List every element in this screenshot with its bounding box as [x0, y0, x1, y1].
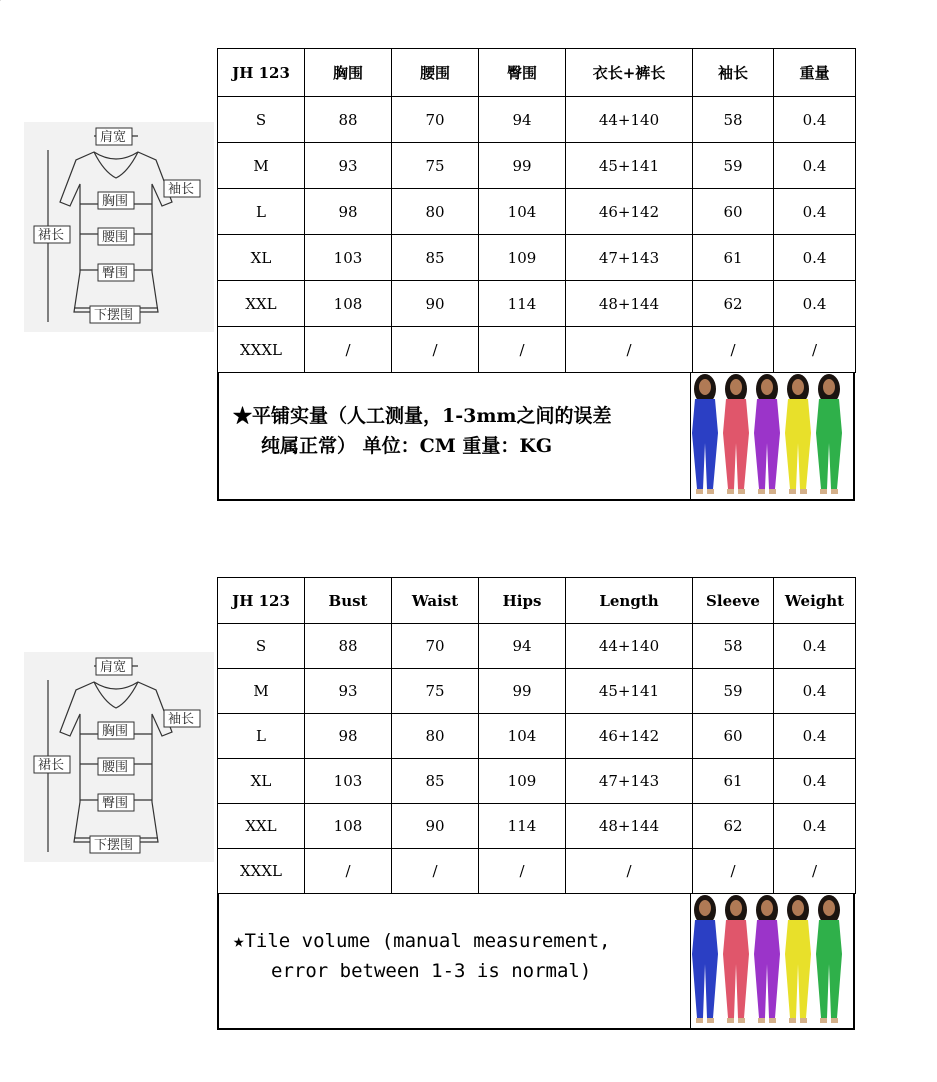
dress-diagram: [24, 652, 214, 862]
table-cell: 90: [392, 804, 479, 849]
table-cell: 46+142: [566, 189, 693, 235]
table-cell: 0.4: [774, 235, 856, 281]
model-jumpsuit: [723, 399, 749, 489]
size-chart-chinese: [217, 48, 855, 501]
label-chest: 胸围: [102, 194, 129, 209]
header-cell: Hips: [479, 578, 566, 624]
header-cell: JH 123: [218, 49, 305, 97]
model-shoe: [738, 489, 745, 494]
size-cell: XXL: [218, 804, 305, 849]
table-cell: 85: [392, 235, 479, 281]
model-face: [699, 900, 711, 916]
table-cell: /: [305, 327, 392, 373]
model-shoe: [769, 1018, 776, 1023]
table-row: [218, 714, 856, 759]
table-cell: 0.4: [774, 714, 856, 759]
table-cell: 109: [479, 759, 566, 804]
table-cell: 61: [693, 235, 774, 281]
size-cell: XL: [218, 759, 305, 804]
table-cell: 0.4: [774, 669, 856, 714]
model-shoe: [707, 1018, 714, 1023]
table-cell: /: [479, 327, 566, 373]
note-line-1: ★Tile volume (manual measurement,: [233, 930, 611, 952]
page-edge-top: [0, 0, 1, 1]
header-cell: Bust: [305, 578, 392, 624]
header-cell: 胸围: [305, 49, 392, 97]
table-cell: 58: [693, 97, 774, 143]
table-cell: 48+144: [566, 281, 693, 327]
header-cell: 腰围: [392, 49, 479, 97]
header-cell: Waist: [392, 578, 479, 624]
table-cell: /: [693, 327, 774, 373]
label-hip: 臀围: [102, 266, 129, 281]
table-row: [218, 669, 856, 714]
model-jumpsuit: [723, 920, 749, 1018]
model-face: [823, 900, 835, 916]
table-cell: 99: [479, 143, 566, 189]
model-shoe: [696, 1018, 703, 1023]
table-row: [218, 143, 856, 189]
size-cell: L: [218, 189, 305, 235]
header-cell: 重量: [774, 49, 856, 97]
model-shoe: [820, 1018, 827, 1023]
size-chart-english: [217, 577, 855, 1030]
table-cell: 46+142: [566, 714, 693, 759]
model-jumpsuit: [692, 920, 718, 1018]
model-figure: [723, 895, 749, 1023]
table-cell: 88: [305, 97, 392, 143]
model-jumpsuit: [816, 920, 842, 1018]
table-cell: 47+143: [566, 235, 693, 281]
table-cell: 103: [305, 759, 392, 804]
model-shoe: [789, 489, 796, 494]
table-header-row: [218, 578, 856, 624]
model-face: [792, 900, 804, 916]
header-cell: Length: [566, 578, 693, 624]
table-cell: 0.4: [774, 143, 856, 189]
dress-diagram: [24, 122, 214, 332]
table-cell: 114: [479, 281, 566, 327]
table-cell: /: [566, 327, 693, 373]
model-face: [792, 379, 804, 395]
table-cell: 0.4: [774, 624, 856, 669]
table-row: [218, 281, 856, 327]
size-cell: S: [218, 97, 305, 143]
table-cell: /: [774, 849, 856, 894]
model-shoe: [789, 1018, 796, 1023]
table-cell: 59: [693, 143, 774, 189]
label-shoulder: 肩宽: [100, 130, 127, 145]
model-face: [699, 379, 711, 395]
dress-measurement-illustration: [24, 122, 214, 332]
label-waist: 腰围: [102, 760, 129, 775]
model-figure: [692, 895, 718, 1023]
model-figure: [785, 895, 811, 1023]
table-cell: /: [392, 327, 479, 373]
table-cell: 98: [305, 714, 392, 759]
size-cell: M: [218, 143, 305, 189]
model-shoe: [696, 489, 703, 494]
size-cell: XXXL: [218, 849, 305, 894]
table-cell: 108: [305, 804, 392, 849]
model-figure: [723, 374, 749, 494]
table-cell: 85: [392, 759, 479, 804]
label-length: 裙长: [38, 758, 65, 773]
size-cell: XXXL: [218, 327, 305, 373]
model-face: [761, 900, 773, 916]
model-shoe: [769, 489, 776, 494]
table-cell: 70: [392, 97, 479, 143]
table-cell: 80: [392, 714, 479, 759]
note-line-2: error between 1-3 is normal): [271, 960, 592, 982]
size-cell: L: [218, 714, 305, 759]
table-cell: 62: [693, 281, 774, 327]
table-row: [218, 235, 856, 281]
table-cell: 75: [392, 143, 479, 189]
size-cell: M: [218, 669, 305, 714]
model-shoe: [758, 1018, 765, 1023]
table-cell: 98: [305, 189, 392, 235]
table-cell: 61: [693, 759, 774, 804]
model-figure: [754, 374, 780, 494]
model-face: [730, 379, 742, 395]
table-cell: 80: [392, 189, 479, 235]
table-cell: 0.4: [774, 759, 856, 804]
model-figure: [754, 895, 780, 1023]
size-table: [217, 48, 856, 373]
table-header-row: [218, 49, 856, 97]
header-cell: 袖长: [693, 49, 774, 97]
label-chest: 胸围: [102, 724, 129, 739]
table-row: [218, 97, 856, 143]
models-illustration: [691, 894, 853, 1028]
table-row: [218, 327, 856, 373]
table-cell: 108: [305, 281, 392, 327]
model-shoe: [738, 1018, 745, 1023]
table-cell: 70: [392, 624, 479, 669]
table-cell: /: [305, 849, 392, 894]
table-cell: 62: [693, 804, 774, 849]
table-cell: 59: [693, 669, 774, 714]
model-shoe: [727, 489, 734, 494]
table-cell: 45+141: [566, 143, 693, 189]
label-length: 裙长: [38, 228, 65, 243]
label-sleeve: 袖长: [168, 182, 195, 197]
models-illustration: [691, 373, 853, 499]
table-cell: 109: [479, 235, 566, 281]
table-cell: 99: [479, 669, 566, 714]
model-jumpsuit: [816, 399, 842, 489]
model-photo: [690, 373, 853, 499]
table-cell: 45+141: [566, 669, 693, 714]
model-shoe: [758, 489, 765, 494]
table-cell: 44+140: [566, 97, 693, 143]
table-row: [218, 804, 856, 849]
model-shoe: [820, 489, 827, 494]
measurement-note-box: [217, 373, 855, 501]
table-cell: 93: [305, 143, 392, 189]
label-shoulder: 肩宽: [100, 660, 127, 675]
model-jumpsuit: [785, 399, 811, 489]
table-cell: 104: [479, 189, 566, 235]
table-row: [218, 759, 856, 804]
note-line-2: 纯属正常） 单位：CM 重量：KG: [261, 435, 553, 457]
model-photo: [690, 894, 853, 1028]
measurement-note: [233, 926, 693, 986]
model-shoe: [831, 1018, 838, 1023]
table-cell: /: [774, 327, 856, 373]
table-row: [218, 624, 856, 669]
label-hip: 臀围: [102, 796, 129, 811]
model-jumpsuit: [754, 920, 780, 1018]
model-jumpsuit: [754, 399, 780, 489]
table-cell: 0.4: [774, 804, 856, 849]
model-shoe: [800, 1018, 807, 1023]
table-cell: 114: [479, 804, 566, 849]
table-cell: 58: [693, 624, 774, 669]
table-cell: 0.4: [774, 189, 856, 235]
size-cell: S: [218, 624, 305, 669]
table-cell: /: [392, 849, 479, 894]
table-cell: 47+143: [566, 759, 693, 804]
model-jumpsuit: [692, 399, 718, 489]
table-cell: 94: [479, 624, 566, 669]
table-cell: 93: [305, 669, 392, 714]
table-row: [218, 849, 856, 894]
model-figure: [816, 374, 842, 494]
model-figure: [785, 374, 811, 494]
label-waist: 腰围: [102, 230, 129, 245]
table-cell: /: [566, 849, 693, 894]
label-hem: 下摆围: [94, 308, 134, 323]
label-hem: 下摆围: [94, 838, 134, 853]
model-face: [730, 900, 742, 916]
model-shoe: [707, 489, 714, 494]
table-cell: 44+140: [566, 624, 693, 669]
table-cell: 88: [305, 624, 392, 669]
model-jumpsuit: [785, 920, 811, 1018]
model-face: [823, 379, 835, 395]
size-table: [217, 577, 856, 894]
table-cell: 90: [392, 281, 479, 327]
table-row: [218, 189, 856, 235]
note-line-1: ★平铺实量（人工测量，1-3mm之间的误差: [233, 405, 612, 427]
table-cell: 75: [392, 669, 479, 714]
header-cell: JH 123: [218, 578, 305, 624]
table-cell: 60: [693, 714, 774, 759]
measurement-note-box: [217, 894, 855, 1030]
model-shoe: [800, 489, 807, 494]
model-figure: [816, 895, 842, 1023]
model-shoe: [727, 1018, 734, 1023]
table-cell: 0.4: [774, 97, 856, 143]
table-cell: 94: [479, 97, 566, 143]
header-cell: 臀围: [479, 49, 566, 97]
model-figure: [692, 374, 718, 494]
model-shoe: [831, 489, 838, 494]
table-cell: 103: [305, 235, 392, 281]
label-sleeve: 袖长: [168, 712, 195, 727]
table-cell: /: [693, 849, 774, 894]
model-face: [761, 379, 773, 395]
table-cell: /: [479, 849, 566, 894]
table-cell: 60: [693, 189, 774, 235]
header-cell: Weight: [774, 578, 856, 624]
header-cell: 衣长+裤长: [566, 49, 693, 97]
table-cell: 104: [479, 714, 566, 759]
table-cell: 48+144: [566, 804, 693, 849]
measurement-note: [233, 401, 693, 461]
header-cell: Sleeve: [693, 578, 774, 624]
table-cell: 0.4: [774, 281, 856, 327]
dress-measurement-illustration: [24, 652, 214, 862]
size-cell: XL: [218, 235, 305, 281]
size-cell: XXL: [218, 281, 305, 327]
